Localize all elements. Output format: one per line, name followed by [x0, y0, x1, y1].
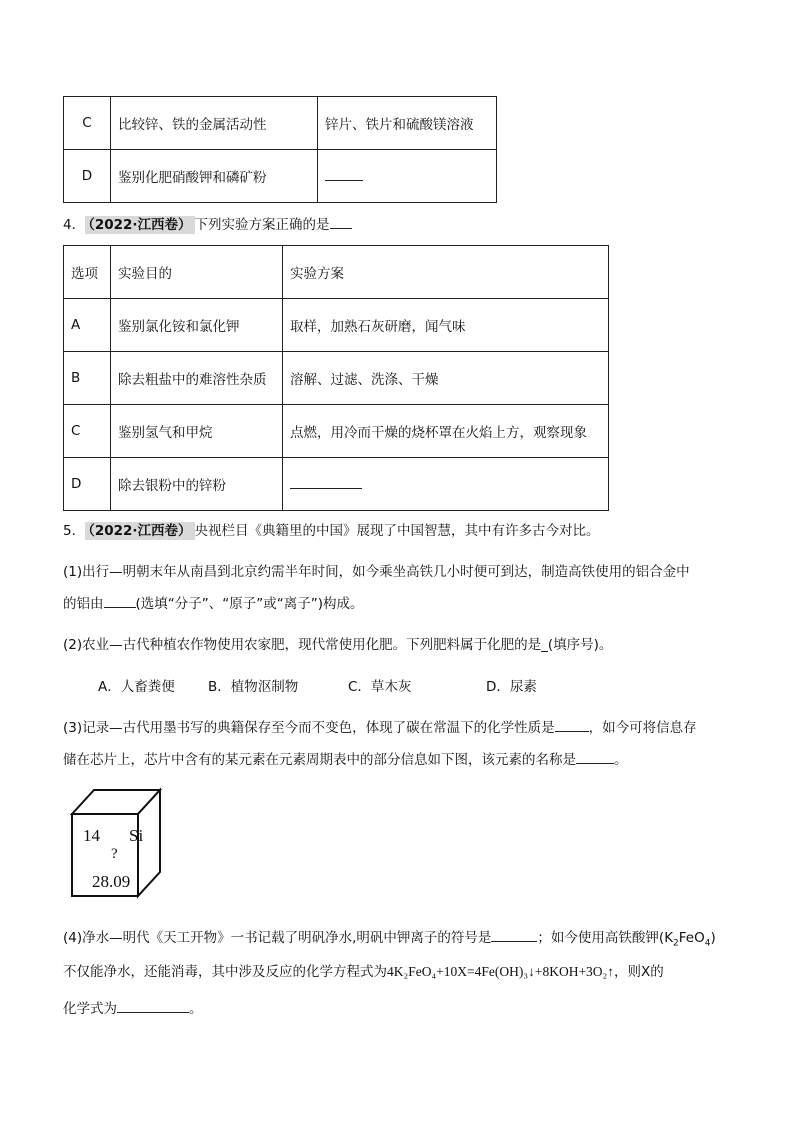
- table-2: [63, 245, 609, 511]
- text: ；如今使用高铁酸钾(K: [537, 930, 674, 946]
- table-row: [64, 299, 609, 352]
- text: 化学式为: [63, 1001, 117, 1017]
- plan-cell: 锌片、铁片和硫酸镁溶液: [318, 97, 497, 150]
- option-cell: C: [64, 405, 111, 458]
- q5-part2-options: [98, 675, 537, 695]
- question-text: 下列实验方案正确的是: [194, 217, 330, 233]
- table-row: [64, 405, 609, 458]
- answer-blank[interactable]: [325, 168, 363, 181]
- answer-blank[interactable]: [576, 751, 614, 764]
- text: ，如今可将信息存: [588, 720, 697, 736]
- q5-part1-line1: (1)出行—明朝末年从南昌到北京约需半年时间，如今乘坐高铁几小时便可到达，制造高铁使用的铝合金中: [63, 564, 690, 580]
- option-b: B．植物沤制物: [208, 679, 299, 695]
- element-symbol: Si: [129, 826, 144, 845]
- answer-blank[interactable]: [290, 476, 362, 489]
- table-row: [64, 97, 497, 150]
- table-1: [63, 96, 497, 203]
- answer-blank[interactable]: [104, 595, 136, 608]
- option-cell: C: [64, 97, 111, 150]
- plan-cell-blank[interactable]: [283, 458, 609, 511]
- purpose-cell: 除去银粉中的锌粉: [111, 458, 283, 511]
- answer-blank[interactable]: [555, 719, 589, 732]
- table-header-row: [64, 246, 609, 299]
- subscript: 4: [704, 938, 711, 949]
- answer-blank[interactable]: [491, 929, 537, 942]
- source-badge: （2022·江西卷）: [85, 522, 194, 540]
- question-number: 5．: [63, 523, 86, 539]
- q5-part1-line2: [63, 592, 364, 612]
- option-c: C．草木灰: [348, 679, 412, 695]
- table-row: [64, 458, 609, 511]
- text: FeO: [678, 930, 705, 946]
- plan-cell: 点燃，用冷而干燥的烧杯罩在火焰上方，观察现象: [283, 405, 609, 458]
- atomic-mass: 28.09: [92, 872, 131, 891]
- purpose-cell: 鉴别氢气和甲烷: [111, 405, 283, 458]
- text: 不仅能净水，还能消毒，其中涉及反应的化学方程式为: [63, 964, 387, 980]
- answer-blank[interactable]: [330, 216, 352, 229]
- plan-cell-blank[interactable]: [318, 150, 497, 203]
- option-cell: B: [64, 352, 111, 405]
- text: ): [710, 930, 716, 946]
- source-badge: （2022·江西卷）: [85, 216, 194, 234]
- question-5: [63, 519, 600, 539]
- atomic-number: 14: [83, 826, 100, 845]
- text: (3)记录—古代用墨书写的典籍保存至今而不变色，体现了碳在常温下的化学性质是: [63, 720, 555, 736]
- element-name: ?: [111, 846, 118, 862]
- option-cell: A: [64, 299, 111, 352]
- q5-part3-line1: [63, 716, 697, 736]
- plan-cell: 溶解、过滤、洗涤、干燥: [283, 352, 609, 405]
- text: 的铝由: [63, 596, 104, 612]
- table-row: [64, 150, 497, 203]
- text: ，则X的: [614, 964, 664, 980]
- text: (4)净水—明代《天工开物》一书记载了明矾净水,明矾中钾离子的符号是: [63, 930, 492, 946]
- text: 。: [614, 752, 628, 768]
- table-row: [64, 352, 609, 405]
- option-a: A．人畜粪便: [98, 679, 175, 695]
- purpose-cell: 比较锌、铁的金属活动性: [111, 97, 318, 150]
- q5-part4-line2: [63, 960, 664, 980]
- purpose-cell: 鉴别氯化铵和氯化钾: [111, 299, 283, 352]
- q5-part2: (2)农业—古代种植农作物使用农家肥，现代常使用化肥。下列肥料属于化肥的是_(填序号)。: [63, 637, 613, 653]
- text: 。: [189, 1001, 203, 1017]
- chemical-equation: 4K₂FeO₄+10X=4Fe(OH)₃↓+8KOH+3O₂↑: [387, 964, 615, 979]
- text: 储在芯片上，芯片中含有的某元素在元素周期表中的部分信息如下图，该元素的名称是: [63, 752, 576, 768]
- option-d: D．尿素: [486, 679, 537, 695]
- purpose-cell: 除去粗盐中的难溶性杂质: [111, 352, 283, 405]
- answer-blank[interactable]: [117, 1000, 189, 1013]
- header-option: 选项: [64, 246, 111, 299]
- text: (选填“分子”、“原子”或“离子”)构成。: [135, 596, 364, 612]
- q5-part3-line2: [63, 748, 628, 768]
- option-cell: D: [64, 458, 111, 511]
- q5-part4-line3: [63, 997, 203, 1017]
- q5-part4-line1: [63, 926, 716, 949]
- question-number: 4．: [63, 217, 86, 233]
- plan-cell: 取样，加熟石灰研磨，闻气味: [283, 299, 609, 352]
- purpose-cell: 鉴别化肥硝酸钾和磷矿粉: [111, 150, 318, 203]
- subscript: 2: [673, 938, 679, 949]
- header-purpose: 实验目的: [111, 246, 283, 299]
- question-4: [63, 213, 352, 233]
- option-cell: D: [64, 150, 111, 203]
- header-plan: 实验方案: [283, 246, 609, 299]
- question-text: 央视栏目《典籍里的中国》展现了中国智慧，其中有许多古今对比。: [194, 523, 600, 539]
